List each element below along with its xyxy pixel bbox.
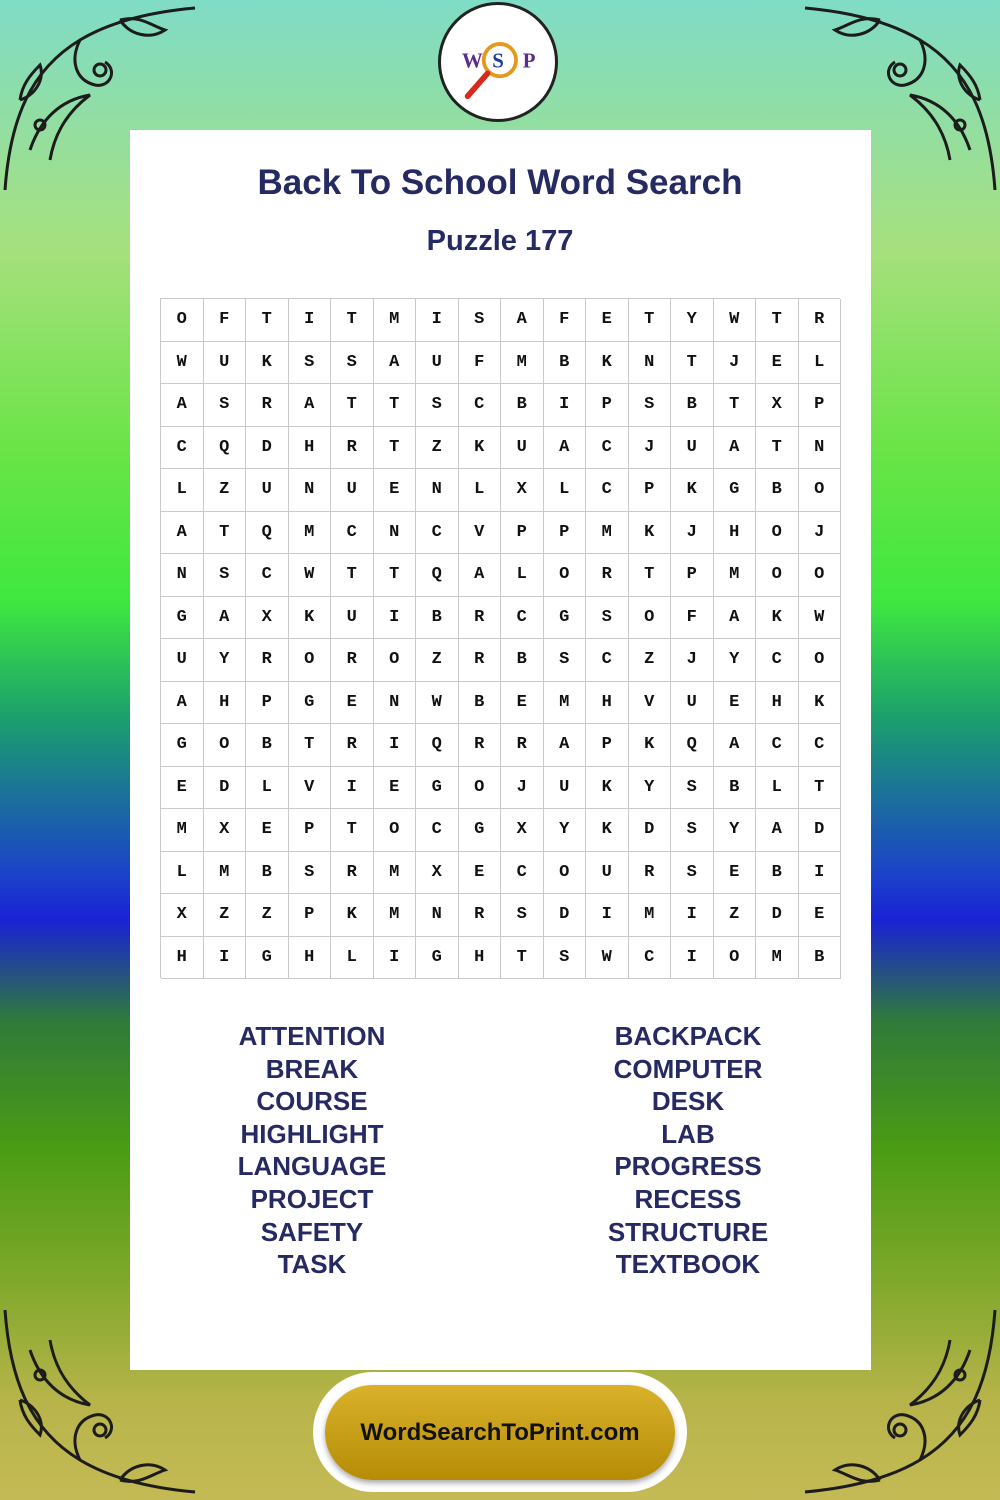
- grid-cell[interactable]: K: [586, 809, 629, 852]
- grid-cell[interactable]: F: [459, 342, 502, 385]
- grid-cell[interactable]: C: [246, 554, 289, 597]
- grid-cell[interactable]: P: [246, 682, 289, 725]
- grid-cell[interactable]: N: [629, 342, 672, 385]
- grid-cell[interactable]: L: [799, 342, 842, 385]
- grid-cell[interactable]: S: [671, 852, 714, 895]
- grid-cell[interactable]: G: [416, 937, 459, 980]
- grid-cell[interactable]: Z: [629, 639, 672, 682]
- word-item: BACKPACK: [614, 1021, 762, 1051]
- grid-cell[interactable]: B: [756, 852, 799, 895]
- grid-cell[interactable]: X: [501, 469, 544, 512]
- grid-cell[interactable]: K: [289, 597, 332, 640]
- grid-cell[interactable]: D: [544, 894, 587, 937]
- grid-cell[interactable]: T: [799, 767, 842, 810]
- grid-cell[interactable]: A: [161, 512, 204, 555]
- grid-cell[interactable]: R: [459, 894, 502, 937]
- grid-cell[interactable]: S: [459, 299, 502, 342]
- grid-cell[interactable]: V: [459, 512, 502, 555]
- grid-cell[interactable]: E: [714, 852, 757, 895]
- grid-cell[interactable]: Q: [671, 724, 714, 767]
- grid-cell[interactable]: M: [544, 682, 587, 725]
- grid-cell[interactable]: K: [586, 342, 629, 385]
- word-item: LANGUAGE: [237, 1151, 387, 1182]
- grid-cell[interactable]: U: [544, 767, 587, 810]
- grid-cell[interactable]: V: [629, 682, 672, 725]
- grid-cell[interactable]: P: [501, 512, 544, 555]
- logo-letter-s: S: [492, 48, 504, 73]
- grid-cell[interactable]: T: [331, 384, 374, 427]
- grid-cell[interactable]: A: [289, 384, 332, 427]
- wsp-logo: [438, 2, 558, 122]
- word-item: PROGRESS: [614, 1151, 762, 1182]
- grid-cell[interactable]: H: [459, 937, 502, 980]
- grid-cell[interactable]: O: [374, 809, 417, 852]
- grid-cell[interactable]: P: [289, 809, 332, 852]
- word-item: RECESS: [634, 1183, 742, 1214]
- grid-cell[interactable]: P: [586, 384, 629, 427]
- grid-cell[interactable]: A: [374, 342, 417, 385]
- grid-cell[interactable]: B: [501, 384, 544, 427]
- grid-cell[interactable]: O: [161, 299, 204, 342]
- grid-cell[interactable]: R: [501, 724, 544, 767]
- grid-cell[interactable]: P: [586, 724, 629, 767]
- grid-cell[interactable]: O: [459, 767, 502, 810]
- grid-cell[interactable]: K: [331, 894, 374, 937]
- grid-cell[interactable]: M: [714, 554, 757, 597]
- grid-cell[interactable]: R: [459, 724, 502, 767]
- grid-cell[interactable]: E: [586, 299, 629, 342]
- grid-cell[interactable]: O: [544, 852, 587, 895]
- grid-cell[interactable]: E: [501, 682, 544, 725]
- grid-cell[interactable]: M: [161, 809, 204, 852]
- grid-cell[interactable]: C: [501, 597, 544, 640]
- word-item: BREAK: [265, 1053, 359, 1084]
- grid-cell[interactable]: J: [501, 767, 544, 810]
- grid-cell[interactable]: O: [799, 639, 842, 682]
- grid-cell[interactable]: A: [714, 724, 757, 767]
- grid-cell[interactable]: T: [331, 554, 374, 597]
- grid-cell[interactable]: J: [671, 639, 714, 682]
- grid-cell[interactable]: O: [756, 554, 799, 597]
- grid-cell[interactable]: X: [246, 597, 289, 640]
- word-list-left: [162, 1020, 462, 1281]
- grid-cell[interactable]: X: [756, 384, 799, 427]
- grid-cell[interactable]: T: [246, 299, 289, 342]
- grid-cell[interactable]: S: [586, 597, 629, 640]
- grid-cell[interactable]: Y: [544, 809, 587, 852]
- grid-cell[interactable]: U: [501, 427, 544, 470]
- word-list-right: [538, 1020, 838, 1281]
- grid-cell[interactable]: B: [714, 767, 757, 810]
- grid-cell[interactable]: I: [374, 597, 417, 640]
- grid-cell[interactable]: I: [671, 937, 714, 980]
- grid-cell[interactable]: N: [374, 512, 417, 555]
- grid-cell[interactable]: D: [756, 894, 799, 937]
- grid-cell[interactable]: U: [246, 469, 289, 512]
- grid-cell[interactable]: S: [204, 554, 247, 597]
- grid-cell[interactable]: S: [416, 384, 459, 427]
- grid-cell[interactable]: M: [586, 512, 629, 555]
- grid-cell[interactable]: E: [756, 342, 799, 385]
- grid-cell[interactable]: H: [289, 427, 332, 470]
- grid-cell[interactable]: D: [799, 809, 842, 852]
- grid-cell[interactable]: W: [799, 597, 842, 640]
- grid-cell[interactable]: J: [629, 427, 672, 470]
- grid-cell[interactable]: S: [544, 937, 587, 980]
- grid-cell[interactable]: C: [161, 427, 204, 470]
- grid-cell[interactable]: J: [671, 512, 714, 555]
- grid-cell[interactable]: N: [799, 427, 842, 470]
- grid-cell[interactable]: B: [416, 597, 459, 640]
- grid-cell[interactable]: H: [204, 682, 247, 725]
- grid-cell[interactable]: H: [756, 682, 799, 725]
- word-item: DESK: [651, 1086, 725, 1117]
- logo-letter-p: P: [522, 48, 536, 73]
- grid-cell[interactable]: X: [416, 852, 459, 895]
- grid-cell[interactable]: E: [374, 469, 417, 512]
- grid-cell[interactable]: S: [289, 342, 332, 385]
- grid-cell[interactable]: T: [714, 384, 757, 427]
- grid-cell[interactable]: C: [586, 427, 629, 470]
- grid-cell[interactable]: E: [714, 682, 757, 725]
- grid-cell[interactable]: F: [204, 299, 247, 342]
- grid-cell[interactable]: Y: [714, 809, 757, 852]
- grid-cell[interactable]: B: [459, 682, 502, 725]
- grid-cell[interactable]: Q: [416, 724, 459, 767]
- grid-cell[interactable]: A: [544, 724, 587, 767]
- grid-cell[interactable]: Z: [714, 894, 757, 937]
- grid-cell[interactable]: C: [756, 724, 799, 767]
- grid-cell[interactable]: S: [204, 384, 247, 427]
- grid-cell[interactable]: O: [204, 724, 247, 767]
- grid-cell[interactable]: L: [161, 852, 204, 895]
- grid-cell[interactable]: K: [246, 342, 289, 385]
- grid-cell[interactable]: W: [586, 937, 629, 980]
- grid-cell[interactable]: T: [374, 384, 417, 427]
- grid-cell[interactable]: B: [544, 342, 587, 385]
- grid-cell[interactable]: R: [459, 639, 502, 682]
- grid-cell[interactable]: I: [586, 894, 629, 937]
- grid-cell[interactable]: A: [459, 554, 502, 597]
- grid-cell[interactable]: X: [501, 809, 544, 852]
- grid-cell[interactable]: H: [714, 512, 757, 555]
- grid-cell[interactable]: S: [331, 342, 374, 385]
- word-item: LAB: [661, 1118, 715, 1149]
- grid-cell[interactable]: T: [289, 724, 332, 767]
- grid-cell[interactable]: Q: [246, 512, 289, 555]
- grid-cell[interactable]: O: [799, 554, 842, 597]
- grid-cell[interactable]: G: [459, 809, 502, 852]
- logo-letter-w: W: [461, 48, 483, 73]
- grid-cell[interactable]: H: [586, 682, 629, 725]
- grid-cell[interactable]: I: [416, 299, 459, 342]
- word-item: PROJECT: [250, 1183, 374, 1214]
- grid-cell[interactable]: U: [204, 342, 247, 385]
- grid-cell[interactable]: D: [629, 809, 672, 852]
- letter-grid: [160, 298, 840, 978]
- grid-cell[interactable]: O: [629, 597, 672, 640]
- grid-cell[interactable]: I: [204, 937, 247, 980]
- grid-cell[interactable]: E: [459, 852, 502, 895]
- grid-cell[interactable]: U: [586, 852, 629, 895]
- grid-cell[interactable]: R: [246, 384, 289, 427]
- grid-cell[interactable]: K: [459, 427, 502, 470]
- grid-cell[interactable]: M: [756, 937, 799, 980]
- grid-cell[interactable]: S: [289, 852, 332, 895]
- grid-cell[interactable]: S: [544, 639, 587, 682]
- grid-cell[interactable]: G: [289, 682, 332, 725]
- grid-cell[interactable]: R: [459, 597, 502, 640]
- grid-cell[interactable]: F: [671, 597, 714, 640]
- grid-cell[interactable]: K: [629, 724, 672, 767]
- grid-cell[interactable]: N: [374, 682, 417, 725]
- grid-cell[interactable]: S: [671, 809, 714, 852]
- grid-cell[interactable]: N: [161, 554, 204, 597]
- grid-cell[interactable]: P: [544, 512, 587, 555]
- grid-cell[interactable]: G: [161, 597, 204, 640]
- grid-cell[interactable]: I: [544, 384, 587, 427]
- grid-cell[interactable]: T: [671, 342, 714, 385]
- grid-cell[interactable]: O: [799, 469, 842, 512]
- grid-cell[interactable]: C: [756, 639, 799, 682]
- grid-cell[interactable]: O: [714, 937, 757, 980]
- grid-cell[interactable]: A: [756, 809, 799, 852]
- grid-cell[interactable]: G: [544, 597, 587, 640]
- grid-cell[interactable]: M: [629, 894, 672, 937]
- site-link-label: WordSearchToPrint.com: [360, 1418, 640, 1446]
- grid-cell[interactable]: B: [246, 852, 289, 895]
- grid-cell[interactable]: O: [756, 512, 799, 555]
- grid-cell[interactable]: C: [331, 512, 374, 555]
- grid-cell[interactable]: U: [671, 427, 714, 470]
- grid-cell[interactable]: I: [671, 894, 714, 937]
- grid-cell[interactable]: U: [416, 342, 459, 385]
- grid-cell[interactable]: Z: [246, 894, 289, 937]
- grid-cell[interactable]: U: [331, 469, 374, 512]
- grid-cell[interactable]: B: [501, 639, 544, 682]
- grid-cell[interactable]: R: [331, 639, 374, 682]
- grid-cell[interactable]: C: [459, 384, 502, 427]
- grid-cell[interactable]: Y: [714, 639, 757, 682]
- grid-cell[interactable]: U: [161, 639, 204, 682]
- grid-cell[interactable]: A: [204, 597, 247, 640]
- grid-cell[interactable]: Y: [671, 299, 714, 342]
- grid-cell[interactable]: C: [501, 852, 544, 895]
- grid-cell[interactable]: I: [289, 299, 332, 342]
- grid-cell[interactable]: Y: [629, 767, 672, 810]
- grid-cell[interactable]: W: [714, 299, 757, 342]
- grid-cell[interactable]: O: [544, 554, 587, 597]
- grid-cell[interactable]: Z: [204, 469, 247, 512]
- grid-cell[interactable]: B: [756, 469, 799, 512]
- grid-cell[interactable]: T: [331, 809, 374, 852]
- grid-cell[interactable]: H: [289, 937, 332, 980]
- grid-cell[interactable]: K: [629, 512, 672, 555]
- grid-cell[interactable]: L: [161, 469, 204, 512]
- grid-cell[interactable]: T: [204, 512, 247, 555]
- grid-cell[interactable]: B: [246, 724, 289, 767]
- grid-cell[interactable]: L: [331, 937, 374, 980]
- grid-cell[interactable]: T: [331, 299, 374, 342]
- grid-cell[interactable]: P: [289, 894, 332, 937]
- grid-cell[interactable]: Z: [204, 894, 247, 937]
- grid-cell[interactable]: E: [799, 894, 842, 937]
- grid-cell[interactable]: E: [374, 767, 417, 810]
- grid-cell[interactable]: A: [161, 682, 204, 725]
- grid-cell[interactable]: Z: [416, 639, 459, 682]
- grid-cell[interactable]: E: [161, 767, 204, 810]
- grid-cell[interactable]: U: [671, 682, 714, 725]
- grid-cell[interactable]: L: [544, 469, 587, 512]
- grid-cell[interactable]: R: [331, 427, 374, 470]
- grid-cell[interactable]: I: [331, 767, 374, 810]
- grid-cell[interactable]: V: [289, 767, 332, 810]
- grid-cell[interactable]: I: [799, 852, 842, 895]
- grid-cell[interactable]: K: [756, 597, 799, 640]
- grid-cell[interactable]: U: [331, 597, 374, 640]
- grid-cell[interactable]: R: [586, 554, 629, 597]
- grid-cell[interactable]: M: [289, 512, 332, 555]
- grid-cell[interactable]: X: [204, 809, 247, 852]
- word-item: HIGHLIGHT: [240, 1118, 384, 1149]
- grid-cell[interactable]: P: [671, 554, 714, 597]
- grid-cell[interactable]: L: [246, 767, 289, 810]
- grid-cell[interactable]: D: [246, 427, 289, 470]
- grid-cell[interactable]: G: [416, 767, 459, 810]
- grid-cell[interactable]: O: [289, 639, 332, 682]
- grid-cell[interactable]: J: [799, 512, 842, 555]
- word-item: TASK: [277, 1249, 347, 1280]
- grid-cell[interactable]: W: [289, 554, 332, 597]
- grid-cell[interactable]: S: [671, 767, 714, 810]
- grid-cell[interactable]: T: [629, 554, 672, 597]
- grid-cell[interactable]: K: [586, 767, 629, 810]
- grid-cell[interactable]: C: [586, 469, 629, 512]
- grid-cell[interactable]: J: [714, 342, 757, 385]
- grid-cell[interactable]: R: [331, 852, 374, 895]
- grid-cell[interactable]: L: [756, 767, 799, 810]
- grid-cell[interactable]: L: [459, 469, 502, 512]
- puzzle-number: Puzzle 177: [426, 225, 574, 257]
- grid-cell[interactable]: M: [374, 852, 417, 895]
- grid-cell[interactable]: Q: [416, 554, 459, 597]
- grid-cell[interactable]: A: [161, 384, 204, 427]
- grid-cell[interactable]: M: [374, 299, 417, 342]
- grid-cell[interactable]: E: [246, 809, 289, 852]
- grid-cell[interactable]: I: [374, 724, 417, 767]
- grid-cell[interactable]: M: [204, 852, 247, 895]
- grid-cell[interactable]: A: [714, 597, 757, 640]
- grid-cell[interactable]: I: [374, 937, 417, 980]
- grid-cell[interactable]: Y: [204, 639, 247, 682]
- grid-cell[interactable]: G: [246, 937, 289, 980]
- word-item: TEXTBOOK: [615, 1249, 761, 1280]
- grid-cell[interactable]: T: [374, 427, 417, 470]
- grid-cell[interactable]: K: [799, 682, 842, 725]
- grid-cell[interactable]: P: [799, 384, 842, 427]
- grid-cell[interactable]: T: [374, 554, 417, 597]
- word-item: COURSE: [256, 1086, 368, 1117]
- grid-cell[interactable]: N: [416, 894, 459, 937]
- grid-cell[interactable]: C: [629, 937, 672, 980]
- grid-cell[interactable]: C: [416, 809, 459, 852]
- grid-cell[interactable]: B: [799, 937, 842, 980]
- grid-cell[interactable]: N: [289, 469, 332, 512]
- grid-cell[interactable]: A: [501, 299, 544, 342]
- grid-cell[interactable]: R: [246, 639, 289, 682]
- grid-cell[interactable]: C: [416, 512, 459, 555]
- grid-cell[interactable]: M: [501, 342, 544, 385]
- grid-cell[interactable]: P: [629, 469, 672, 512]
- grid-cell[interactable]: Z: [416, 427, 459, 470]
- grid-cell[interactable]: Q: [204, 427, 247, 470]
- grid-cell[interactable]: G: [161, 724, 204, 767]
- grid-cell[interactable]: S: [501, 894, 544, 937]
- grid-cell[interactable]: R: [799, 299, 842, 342]
- site-link[interactable]: [325, 1385, 675, 1480]
- grid-cell[interactable]: M: [374, 894, 417, 937]
- word-item: STRUCTURE: [607, 1216, 769, 1247]
- word-item: ATTENTION: [238, 1021, 386, 1051]
- grid-cell[interactable]: T: [501, 937, 544, 980]
- word-item: COMPUTER: [613, 1053, 763, 1084]
- grid-cell[interactable]: T: [756, 299, 799, 342]
- grid-cell[interactable]: T: [629, 299, 672, 342]
- grid-cell[interactable]: D: [204, 767, 247, 810]
- grid-cell[interactable]: T: [756, 427, 799, 470]
- grid-cell[interactable]: C: [799, 724, 842, 767]
- grid-cell[interactable]: F: [544, 299, 587, 342]
- grid-cell[interactable]: X: [161, 894, 204, 937]
- grid-cell[interactable]: A: [544, 427, 587, 470]
- grid-cell[interactable]: H: [161, 937, 204, 980]
- grid-cell[interactable]: R: [629, 852, 672, 895]
- grid-cell[interactable]: O: [374, 639, 417, 682]
- grid-cell[interactable]: N: [416, 469, 459, 512]
- grid-cell[interactable]: W: [416, 682, 459, 725]
- grid-cell[interactable]: E: [331, 682, 374, 725]
- page-title: Back To School Word Search: [257, 163, 743, 202]
- grid-cell[interactable]: W: [161, 342, 204, 385]
- grid-cell[interactable]: B: [671, 384, 714, 427]
- grid-cell[interactable]: L: [501, 554, 544, 597]
- word-item: SAFETY: [260, 1216, 364, 1247]
- grid-cell[interactable]: S: [629, 384, 672, 427]
- grid-cell[interactable]: R: [331, 724, 374, 767]
- grid-cell[interactable]: C: [586, 639, 629, 682]
- grid-cell[interactable]: G: [714, 469, 757, 512]
- grid-cell[interactable]: K: [671, 469, 714, 512]
- grid-cell[interactable]: A: [714, 427, 757, 470]
